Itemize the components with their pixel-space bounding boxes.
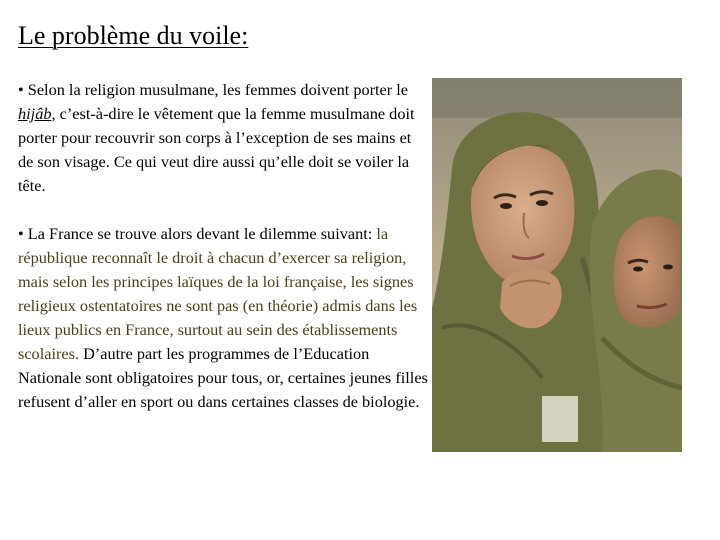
paragraph-text: • Selon la religion musulmane, les femmes doivent porter le xyxy=(18,80,409,99)
slide-body xyxy=(18,78,430,414)
paragraph-text: • La France se trouve alors devant le dilemme suivant: xyxy=(18,224,377,243)
hijab-term: hijâb xyxy=(18,104,52,123)
slide-title: Le problème du voile: xyxy=(18,21,249,50)
bullet-paragraph-hijab xyxy=(18,78,430,198)
paragraph-text: , c’est-à-dire le vêtement que la femme musulmane doit porter pour recouvrir son corps à l’exception de ses mains et de son visage. Ce qui veut dire aussi qu’elle doit se voiler la tête. xyxy=(18,104,415,195)
women-in-hijab-photo xyxy=(432,78,682,452)
paragraph-text: D’autre part les programmes de l’Education Nationale sont obligatoires pour tous, or, certaines jeunes filles refusent d’aller en sport ou dans certaines classes de biologie. xyxy=(18,344,428,411)
bullet-paragraph-dilemma xyxy=(18,222,430,414)
highlighted-text: la république reconnaît le droit à chacun d’exercer sa religion, mais selon les principes laïques de la loi française, les signes religieux ostentatoires ne sont pas (en théorie) admis dans les lieux publics en France, surtout au sein des établissements scolaires. xyxy=(18,224,418,363)
